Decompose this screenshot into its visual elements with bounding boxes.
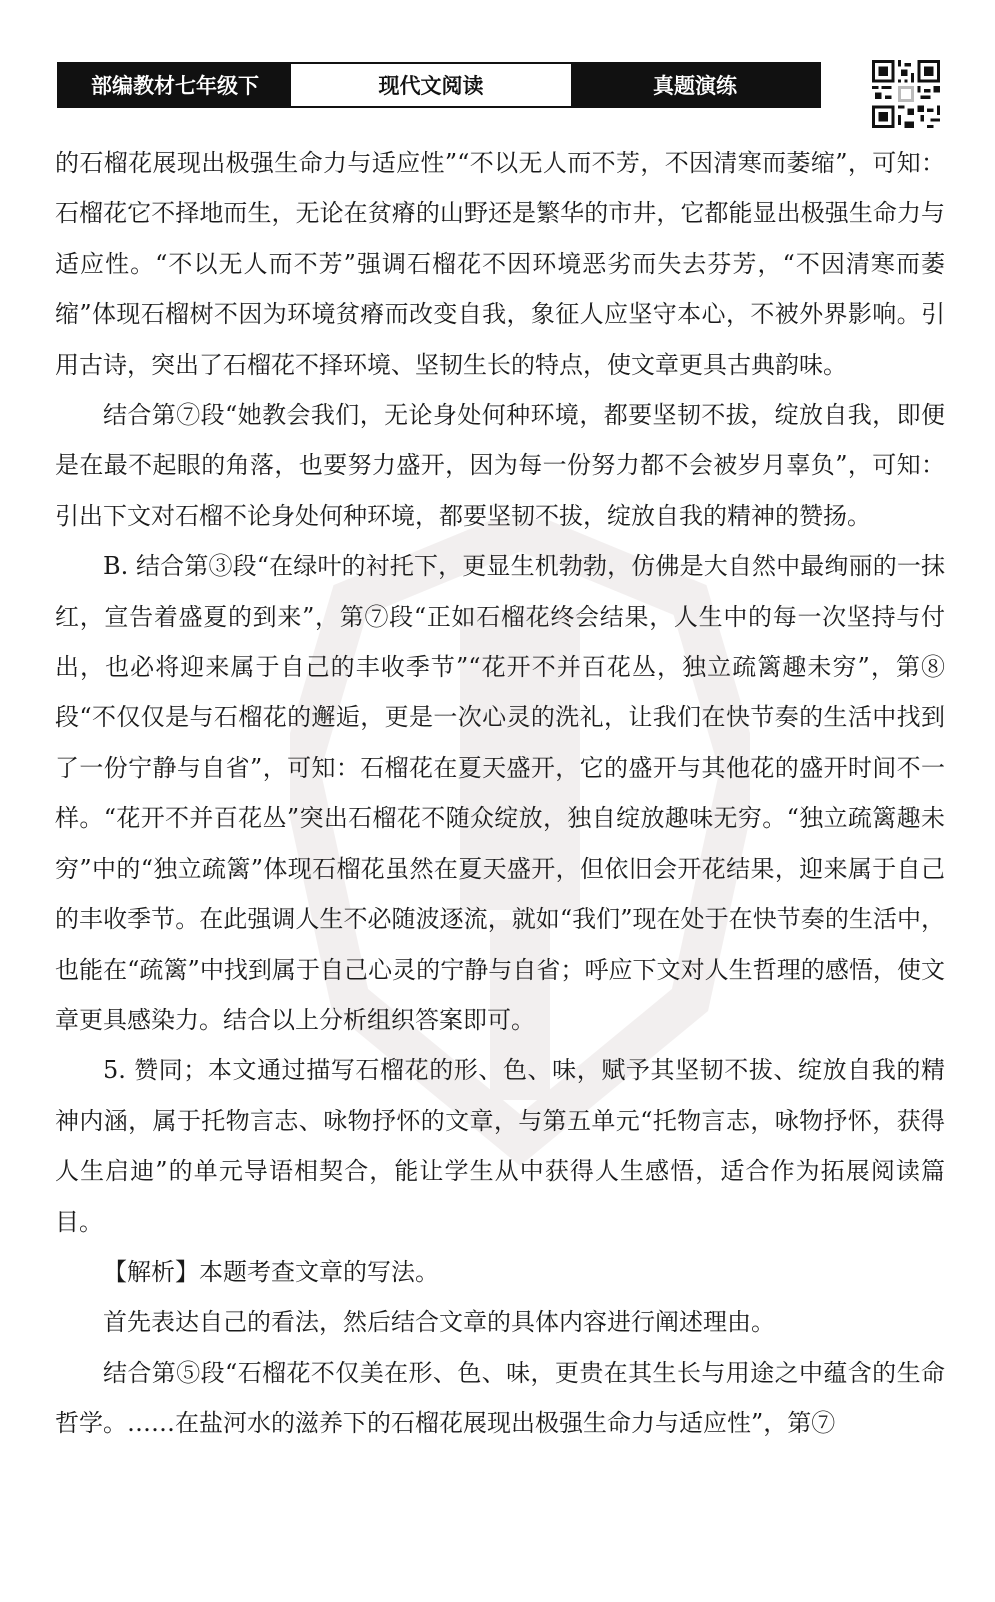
paragraph-4: 5. 赞同；本文通过描写石榴花的形、色、味，赋予其坚韧不拔、绽放自我的精神内涵，属于托物言志、咏物抒怀的文章，与第五单元“托物言志，咏物抒怀，获得人生启迪”的单元导语相契合，能让学生从中获得人生感悟，适合作为拓展阅读篇目。	[55, 1056, 945, 1236]
header-grade: 部编教材七年级下	[59, 64, 291, 106]
paragraph-3: B. 结合第③段“在绿叶的衬托下，更显生机勃勃，仿佛是大自然中最绚丽的一抹红，宣告着盛夏的到来”，第⑦段“正如石榴花终会结果，人生中的每一次坚持与付出，也必将迎来属于自己的丰收季节”“花开不并百花丛，独立疏篱趣未穷”，第⑧段“不仅仅是与石榴花的邂逅，更是一次心灵的洗礼，让我们在快节奏的生活中找到了一份宁静与自省”，可知：石榴花在夏天盛开，它的盛开与其他花的盛开时间不一样。“花开不并百花丛”突出石榴花不随众绽放，独自绽放趣味无穷。“独立疏篱趣未穷”中的“独立疏篱”体现石榴花虽然在夏天盛开，但依旧会开花结果，迎来属于自己的丰收季节。在此强调人生不必随波逐流，就如“我们”现在处于在快节奏的生活中，也能在“疏篱”中找到属于自己心灵的宁静与自省；呼应下文对人生哲理的感悟，使文章更具感染力。结合以上分析组织答案即可。	[55, 552, 945, 1034]
header-section: 现代文阅读	[291, 64, 571, 106]
document-body	[55, 138, 945, 1449]
analysis-text: 本题考查文章的写法。	[199, 1257, 439, 1286]
paragraph-7: 结合第⑤段“石榴花不仅美在形、色、味，更贵在其生长与用途之中蕴含的生命哲学。……在盐河水的滋养下的石榴花展现出极强生命力与适应性”，第⑦	[55, 1358, 945, 1438]
paragraph-5	[55, 1247, 945, 1297]
paragraph-2: 结合第⑦段“她教会我们，无论身处何种环境，都要坚韧不拔，绽放自我，即便是在最不起眼的角落，也要努力盛开，因为每一份努力都不会被岁月辜负”，可知：引出下文对石榴不论身处何种环境，都要坚韧不拔，绽放自我的精神的赞扬。	[55, 401, 945, 530]
header-practice: 真题演练	[571, 64, 819, 106]
paragraph-1: 的石榴花展现出极强生命力与适应性”“不以无人而不芳，不因清寒而萎缩”，可知：石榴花它不择地而生，无论在贫瘠的山野还是繁华的市井，它都能显出极强生命力与适应性。“不以无人而不芳”强调石榴花不因环境恶劣而失去芬芳，“不因清寒而萎缩”体现石榴树不因为环境贫瘠而改变自我，象征人应坚守本心，不被外界影响。引用古诗，突出了石榴花不择环境、坚韧生长的特点，使文章更具古典韵味。	[55, 149, 945, 379]
paragraph-6: 首先表达自己的看法，然后结合文章的具体内容进行阐述理由。	[103, 1308, 775, 1337]
qr-code-icon	[872, 60, 940, 128]
analysis-label: 【解析】	[103, 1257, 199, 1286]
header-bar	[57, 62, 821, 108]
